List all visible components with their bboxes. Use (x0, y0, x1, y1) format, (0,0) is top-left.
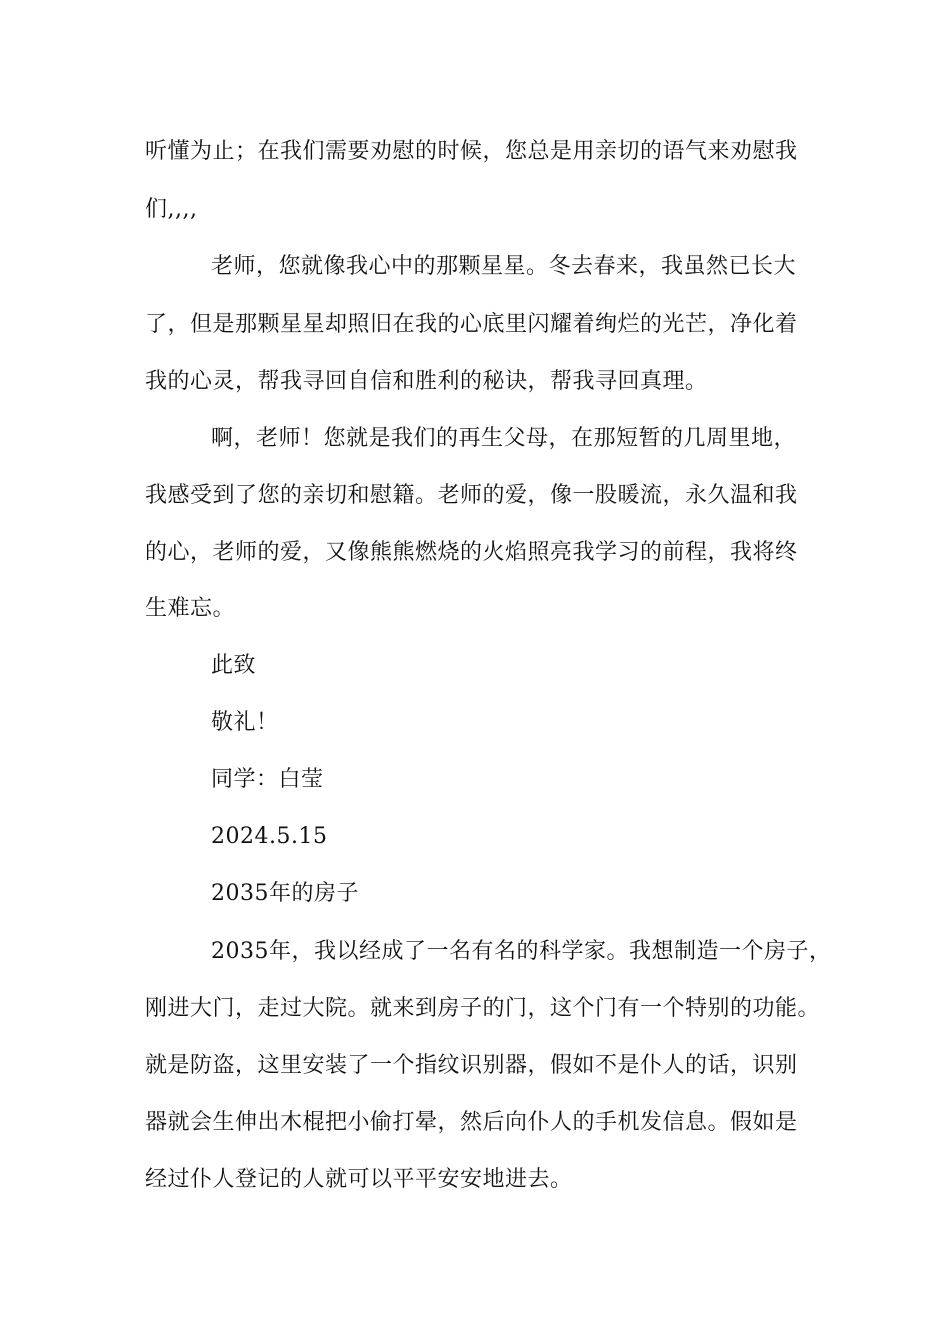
paragraph-line: 的心，老师的爱，又像熊熊燃烧的火焰照亮我学习的前程，我将终 (145, 540, 798, 565)
paragraph-line: 听懂为止；在我们需要劝慰的时候，您总是用亲切的语气来劝慰我 (145, 139, 798, 164)
paragraph-line: 我感受到了您的亲切和慰籍。老师的爱，像一股暖流，永久温和我 (145, 483, 798, 508)
paragraph-line: 刚进大门，走过大院。就来到房子的门，这个门有一个特别的功能。 (145, 996, 821, 1021)
closing-salutation: 此致 (211, 653, 257, 678)
paragraph-line: 我的心灵，帮我寻回自信和胜利的秘诀，帮我寻回真理。 (145, 369, 708, 394)
paragraph-line: 就是防盗，这里安装了一个指纹识别器，假如不是仆人的话，识别 (145, 1053, 798, 1078)
paragraph-line: 们,,,, (145, 197, 198, 222)
signature: 同学：白莹 (211, 767, 324, 792)
paragraph-line: 经过仆人登记的人就可以平平安安地进去。 (145, 1167, 573, 1192)
paragraph-line: 啊，老师！您就是我们的再生父母，在那短暂的几周里地， (211, 426, 797, 451)
date: 2024.5.15 (211, 824, 328, 849)
closing-regards: 敬礼！ (211, 710, 279, 735)
paragraph-line: 了，但是那颗星星却照旧在我的心底里闪耀着绚烂的光芒，净化着 (145, 312, 798, 337)
paragraph-line: 器就会生伸出木棍把小偷打晕，然后向仆人的手机发信息。假如是 (145, 1110, 798, 1135)
paragraph-line: 老师，您就像我心中的那颗星星。冬去春来，我虽然已长大 (211, 254, 797, 279)
section-title: 2035年的房子 (211, 881, 359, 906)
paragraph-line: 生难忘。 (145, 596, 236, 621)
paragraph-line: 2035年，我以经成了一名有名的科学家。我想制造一个房子， (211, 939, 832, 964)
